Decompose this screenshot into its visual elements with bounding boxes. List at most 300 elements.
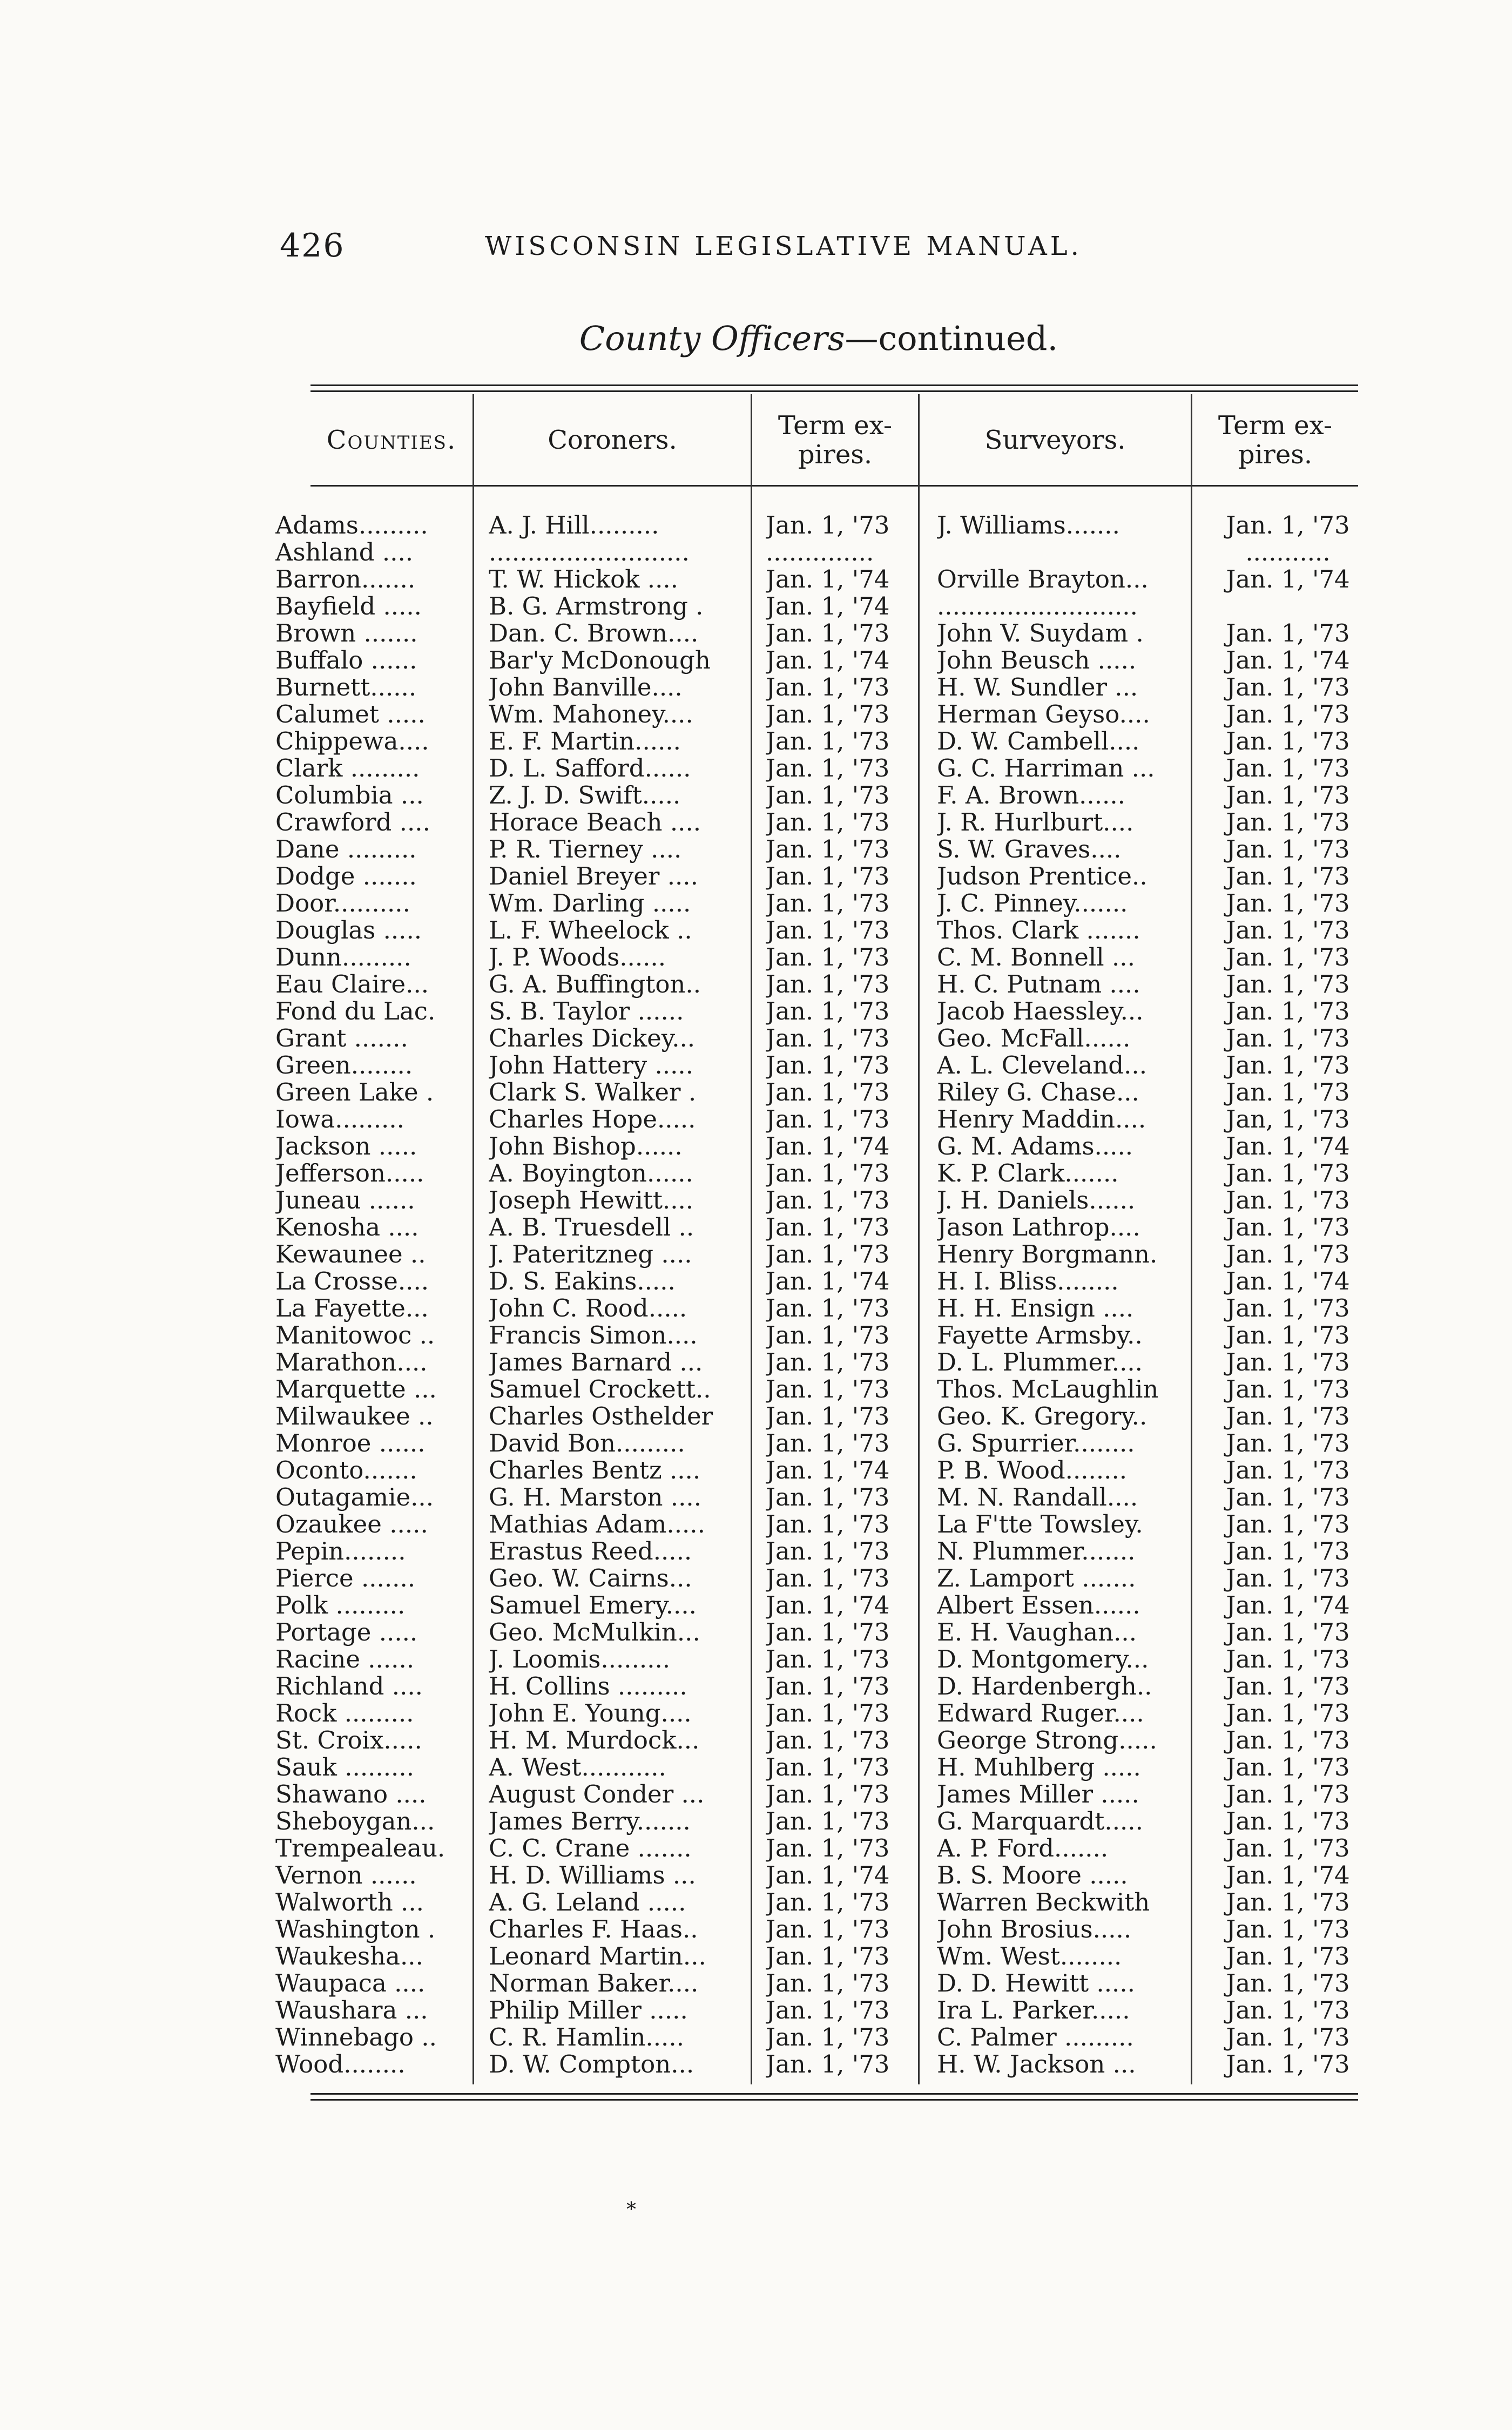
surveyor-term: Jan. 1, '73	[1226, 1646, 1350, 1673]
surveyor-term: Jan. 1, '73	[1226, 1889, 1350, 1916]
coroner-term: Jan. 1, '73	[766, 1295, 890, 1322]
surveyor-name: Henry Maddin....	[937, 1106, 1146, 1133]
coroner-name: A. B. Truesdell ..	[489, 1214, 694, 1241]
surveyor-name: H. I. Bliss........	[937, 1268, 1119, 1295]
table-row	[275, 1133, 1361, 1160]
section-title-italic: County Officers	[579, 319, 845, 358]
surveyor-term: Jan. 1, '74	[1226, 647, 1350, 674]
county-name: Portage .....	[275, 1619, 418, 1646]
table-row	[275, 1646, 1361, 1673]
running-head: WISCONSIN LEGISLATIVE MANUAL.	[485, 231, 1082, 261]
coroner-name: Francis Simon....	[489, 1322, 698, 1349]
surveyor-term: Jan. 1, '73	[1226, 1916, 1350, 1943]
table-row	[275, 1349, 1361, 1376]
surveyor-name: Edward Ruger....	[937, 1700, 1144, 1727]
surveyor-term: Jan. 1, '73	[1226, 1727, 1350, 1754]
table-row	[275, 728, 1361, 755]
table-row	[275, 1754, 1361, 1781]
surveyor-term: Jan. 1, '73	[1226, 620, 1350, 647]
table-row	[275, 1052, 1361, 1079]
surveyor-name: J. C. Pinney.......	[937, 890, 1128, 917]
coroner-name: James Barnard ...	[489, 1349, 703, 1376]
surveyor-term: Jan. 1, '73	[1226, 1808, 1350, 1835]
county-name: Washington .	[275, 1916, 436, 1943]
coroner-name: Leonard Martin...	[489, 1943, 706, 1970]
coroner-term: Jan. 1, '74	[766, 566, 890, 593]
coroner-term: Jan. 1, '73	[766, 1673, 890, 1700]
coroner-term: Jan. 1, '73	[766, 1160, 890, 1187]
coroner-term: Jan. 1, '73	[766, 1943, 890, 1970]
coroner-term: Jan. 1, '73	[766, 1187, 890, 1214]
surveyor-name: S. W. Graves....	[937, 836, 1122, 863]
surveyor-term: Jan. 1, '73	[1226, 701, 1350, 728]
coroner-term: Jan. 1, '73	[766, 1052, 890, 1079]
coroner-term: Jan. 1, '73	[766, 620, 890, 647]
surveyor-term: Jan. 1, '73	[1226, 971, 1350, 998]
surveyor-term: Jan. 1, '73	[1226, 755, 1350, 782]
coroner-term: Jan. 1, '73	[766, 1511, 890, 1538]
coroner-name: P. R. Tierney ....	[489, 836, 682, 863]
coroner-name: Samuel Crockett..	[489, 1376, 711, 1403]
county-name: Eau Claire...	[275, 971, 429, 998]
surveyor-term: Jan. 1, '73	[1226, 1214, 1350, 1241]
coroner-name: J. Pateritzneg ....	[489, 1241, 692, 1268]
table-row	[275, 971, 1361, 998]
surveyor-name: Orville Brayton...	[937, 566, 1149, 593]
surveyor-name: Z. Lamport .......	[937, 1565, 1136, 1592]
county-name: Kewaunee ..	[275, 1241, 426, 1268]
county-name: Fond du Lac.	[275, 998, 436, 1025]
county-name: Dunn.........	[275, 944, 411, 971]
coroner-term: Jan. 1, '73	[766, 728, 890, 755]
coroner-name: T. W. Hickok ....	[489, 566, 678, 593]
section-title	[280, 319, 1358, 358]
table-row	[275, 1268, 1361, 1295]
coroner-name: Erastus Reed.....	[489, 1538, 692, 1565]
coroner-name: Geo. W. Cairns...	[489, 1565, 692, 1592]
column-header-counties: Counties.	[326, 425, 457, 455]
surveyor-term: Jan. 1, '74	[1226, 566, 1350, 593]
surveyor-term: Jan. 1, '73	[1226, 1835, 1350, 1862]
table-row	[275, 1187, 1361, 1214]
surveyor-name: D. D. Hewitt .....	[937, 1970, 1135, 1997]
surveyor-term: Jan. 1, '73	[1226, 890, 1350, 917]
coroner-name: C. R. Hamlin.....	[489, 2024, 684, 2051]
coroner-term: Jan. 1, '73	[766, 782, 890, 809]
surveyor-name: G. Spurrier........	[937, 1430, 1135, 1457]
county-name: Wood........	[275, 2051, 406, 2078]
county-name: Waupaca ....	[275, 1970, 426, 1997]
surveyor-name: ..........................	[937, 593, 1138, 620]
coroner-term: Jan. 1, '73	[766, 1538, 890, 1565]
table-row	[275, 1673, 1361, 1700]
surveyor-term: Jan. 1, '73	[1226, 1025, 1350, 1052]
surveyor-name: P. B. Wood........	[937, 1457, 1128, 1484]
coroner-name: Clark S. Walker .	[489, 1079, 697, 1106]
table-row	[275, 674, 1361, 701]
county-name: Green........	[275, 1052, 413, 1079]
table-row	[275, 998, 1361, 1025]
county-name: Ashland ....	[275, 539, 414, 566]
coroner-name: John Hattery .....	[489, 1052, 694, 1079]
coroner-name: Geo. McMulkin...	[489, 1619, 700, 1646]
coroner-name: August Conder ...	[489, 1781, 705, 1808]
county-name: Calumet .....	[275, 701, 426, 728]
surveyor-name: J. R. Hurlburt....	[937, 809, 1134, 836]
coroner-term: Jan. 1, '73	[766, 1646, 890, 1673]
county-name: Sauk .........	[275, 1754, 414, 1781]
coroner-name: A. J. Hill.........	[489, 512, 659, 539]
coroner-name: John E. Young....	[489, 1700, 692, 1727]
surveyor-name: Wm. West........	[937, 1943, 1122, 1970]
top-double-rule	[310, 384, 1358, 392]
coroner-term: Jan. 1, '73	[766, 1403, 890, 1430]
surveyor-term: Jan, 1, '73	[1226, 1106, 1350, 1133]
surveyor-name: Warren Beckwith	[937, 1889, 1150, 1916]
table-row	[275, 1241, 1361, 1268]
table-row	[275, 890, 1361, 917]
coroner-term: Jan. 1, '73	[766, 1079, 890, 1106]
table-row	[275, 566, 1361, 593]
table-row	[275, 1916, 1361, 1943]
surveyor-name: Thos. Clark .......	[937, 917, 1140, 944]
table-row	[275, 1862, 1361, 1889]
surveyor-term: Jan. 1, '73	[1226, 782, 1350, 809]
surveyor-name: Jacob Haessley...	[937, 998, 1144, 1025]
surveyor-name: E. H. Vaughan...	[937, 1619, 1137, 1646]
table-row	[275, 1457, 1361, 1484]
county-name: Waukesha...	[275, 1943, 423, 1970]
coroner-term: ..............	[766, 539, 874, 566]
table-row	[275, 539, 1361, 566]
coroner-name: John Bishop......	[489, 1133, 683, 1160]
surveyor-name: A. P. Ford.......	[937, 1835, 1109, 1862]
coroner-term: Jan. 1, '73	[766, 1700, 890, 1727]
county-name: Walworth ...	[275, 1889, 424, 1916]
coroner-name: Daniel Breyer ....	[489, 863, 698, 890]
surveyor-term: Jan. 1, '73	[1226, 728, 1350, 755]
county-name: Outagamie...	[275, 1484, 434, 1511]
header-rule	[310, 485, 1358, 487]
table-row	[275, 1538, 1361, 1565]
coroner-term: Jan. 1, '73	[766, 1214, 890, 1241]
county-name: La Crosse....	[275, 1268, 429, 1295]
table-row	[275, 1376, 1361, 1403]
county-name: Green Lake .	[275, 1079, 434, 1106]
coroner-term: Jan. 1, '73	[766, 2051, 890, 2078]
table-row	[275, 512, 1361, 539]
surveyor-term: Jan. 1, '73	[1226, 1673, 1350, 1700]
surveyor-term: Jan. 1, '73	[1226, 863, 1350, 890]
table-row	[275, 1727, 1361, 1754]
coroner-term: Jan. 1, '73	[766, 674, 890, 701]
surveyor-name: Ira L. Parker.....	[937, 1997, 1130, 2024]
table-row	[275, 1106, 1361, 1133]
coroner-name: A. West...........	[489, 1754, 666, 1781]
coroner-term: Jan. 1, '73	[766, 1322, 890, 1349]
county-name: Juneau ......	[275, 1187, 415, 1214]
county-name: Manitowoc ..	[275, 1322, 435, 1349]
surveyor-term: Jan. 1, '73	[1226, 1700, 1350, 1727]
coroner-term: Jan. 1, '73	[766, 1025, 890, 1052]
table-row	[275, 1295, 1361, 1322]
surveyor-name: B. S. Moore .....	[937, 1862, 1128, 1889]
coroner-name: H. M. Murdock...	[489, 1727, 700, 1754]
coroner-term: Jan. 1, '73	[766, 863, 890, 890]
surveyor-name: Geo. K. Gregory..	[937, 1403, 1148, 1430]
county-name: Winnebago ..	[275, 2024, 437, 2051]
table-row	[275, 755, 1361, 782]
coroner-name: D. L. Safford......	[489, 755, 691, 782]
coroner-term: Jan. 1, '74	[766, 1457, 890, 1484]
coroner-term: Jan. 1, '73	[766, 1619, 890, 1646]
surveyor-name: John Brosius.....	[937, 1916, 1132, 1943]
coroner-term: Jan. 1, '73	[766, 755, 890, 782]
table-row	[275, 1781, 1361, 1808]
table-row	[275, 1025, 1361, 1052]
surveyor-name: La F'tte Towsley.	[937, 1511, 1143, 1538]
surveyor-name: C. Palmer .........	[937, 2024, 1134, 2051]
county-name: Douglas .....	[275, 917, 422, 944]
table-row	[275, 1619, 1361, 1646]
table-row	[275, 1700, 1361, 1727]
coroner-name: E. F. Martin......	[489, 728, 681, 755]
coroner-name: David Bon.........	[489, 1430, 685, 1457]
coroner-term: Jan. 1, '73	[766, 1808, 890, 1835]
table-row	[275, 836, 1361, 863]
table-row	[275, 701, 1361, 728]
county-name: Bayfield .....	[275, 593, 422, 620]
surveyor-name: D. Montgomery...	[937, 1646, 1149, 1673]
county-name: Dane .........	[275, 836, 417, 863]
coroner-name: Wm. Mahoney....	[489, 701, 693, 728]
surveyor-term: Jan. 1, '73	[1226, 1484, 1350, 1511]
coroner-term: Jan. 1, '73	[766, 1997, 890, 2024]
surveyor-term: Jan. 1, '73	[1226, 1079, 1350, 1106]
coroner-term: Jan. 1, '73	[766, 971, 890, 998]
county-name: Rock .........	[275, 1700, 414, 1727]
surveyor-term: Jan. 1, '73	[1226, 2051, 1350, 2078]
table-row	[275, 620, 1361, 647]
county-name: Grant .......	[275, 1025, 408, 1052]
surveyor-name: H. C. Putnam ....	[937, 971, 1140, 998]
surveyor-term: Jan. 1, '73	[1226, 1457, 1350, 1484]
county-name: Monroe ......	[275, 1430, 426, 1457]
table-row	[275, 1889, 1361, 1916]
coroner-name: G. A. Buffington..	[489, 971, 701, 998]
county-name: Jefferson.....	[275, 1160, 424, 1187]
surveyor-name: D. W. Cambell....	[937, 728, 1140, 755]
coroner-name: C. C. Crane .......	[489, 1835, 692, 1862]
coroner-term: Jan. 1, '73	[766, 1430, 890, 1457]
county-name: Burnett......	[275, 674, 417, 701]
surveyor-term: Jan. 1, '73	[1226, 674, 1350, 701]
coroner-name: Charles F. Haas..	[489, 1916, 698, 1943]
surveyor-term: Jan. 1, '74	[1226, 1133, 1350, 1160]
coroner-term: Jan. 1, '73	[766, 2024, 890, 2051]
table-row	[275, 809, 1361, 836]
surveyor-term: Jan. 1, '73	[1226, 809, 1350, 836]
section-title-rest: —continued.	[845, 319, 1058, 358]
county-name: Brown .......	[275, 620, 418, 647]
surveyor-name: D. L. Plummer....	[937, 1349, 1143, 1376]
surveyor-term: Jan. 1, '73	[1226, 1187, 1350, 1214]
coroner-name: A. Boyington......	[489, 1160, 693, 1187]
surveyor-term: Jan. 1, '73	[1226, 1511, 1350, 1538]
coroner-term: Jan. 1, '73	[766, 1889, 890, 1916]
county-name: La Fayette...	[275, 1295, 429, 1322]
surveyor-name: K. P. Clark.......	[937, 1160, 1119, 1187]
surveyor-name: H. W. Jackson ...	[937, 2051, 1136, 2078]
column-header-coroners: Coroners.	[548, 425, 677, 455]
surveyor-term: Jan. 1, '73	[1226, 1322, 1350, 1349]
coroner-term: Jan. 1, '74	[766, 1862, 890, 1889]
coroner-name: Bar'y McDonough	[489, 647, 711, 674]
coroner-term: Jan. 1, '74	[766, 593, 890, 620]
coroner-term: Jan. 1, '73	[766, 1565, 890, 1592]
table-row	[275, 1484, 1361, 1511]
table-row	[275, 1565, 1361, 1592]
county-name: Marquette ...	[275, 1376, 437, 1403]
surveyor-term: Jan. 1, '73	[1226, 1997, 1350, 2024]
county-name: St. Croix.....	[275, 1727, 422, 1754]
county-name: Trempealeau.	[275, 1835, 446, 1862]
coroner-term: Jan. 1, '73	[766, 917, 890, 944]
table-row	[275, 782, 1361, 809]
surveyor-term: Jan. 1, '73	[1226, 944, 1350, 971]
county-name: Waushara ...	[275, 1997, 428, 2024]
table-row	[275, 1160, 1361, 1187]
coroner-name: H. Collins .........	[489, 1673, 687, 1700]
county-name: Door..........	[275, 890, 410, 917]
coroner-name: Mathias Adam.....	[489, 1511, 705, 1538]
column-header-surveyor-term: Term ex- pires.	[1218, 410, 1333, 470]
coroner-name: Wm. Darling .....	[489, 890, 691, 917]
coroner-name: G. H. Marston ....	[489, 1484, 701, 1511]
table-row	[275, 1997, 1361, 2024]
coroner-name: Joseph Hewitt....	[489, 1187, 694, 1214]
surveyor-term: Jan. 1, '73	[1226, 1376, 1350, 1403]
table-row	[275, 944, 1361, 971]
coroner-term: Jan. 1, '73	[766, 890, 890, 917]
coroner-term: Jan. 1, '73	[766, 998, 890, 1025]
coroner-name: Z. J. D. Swift.....	[489, 782, 681, 809]
surveyor-name: James Miller .....	[937, 1781, 1139, 1808]
coroner-name: Charles Hope.....	[489, 1106, 696, 1133]
county-name: Columbia ...	[275, 782, 424, 809]
table-row	[275, 1943, 1361, 1970]
county-name: Pierce .......	[275, 1565, 416, 1592]
coroner-name: B. G. Armstrong .	[489, 593, 704, 620]
county-name: Vernon ......	[275, 1862, 417, 1889]
surveyor-name: Herman Geyso....	[937, 701, 1150, 728]
coroner-name: James Berry.......	[489, 1808, 691, 1835]
surveyor-term: Jan. 1, '73	[1226, 1781, 1350, 1808]
county-name: Richland ....	[275, 1673, 423, 1700]
surveyor-term: Jan. 1, '74	[1226, 1268, 1350, 1295]
county-name: Adams.........	[275, 512, 428, 539]
surveyor-name: C. M. Bonnell ...	[937, 944, 1135, 971]
coroner-term: Jan. 1, '73	[766, 944, 890, 971]
surveyor-name: Geo. McFall......	[937, 1025, 1131, 1052]
county-name: Iowa.........	[275, 1106, 404, 1133]
county-name: Shawano ....	[275, 1781, 427, 1808]
surveyor-term: Jan. 1, '73	[1226, 1403, 1350, 1430]
table-row	[275, 1430, 1361, 1457]
table-row	[275, 1592, 1361, 1619]
surveyor-name: Judson Prentice..	[937, 863, 1148, 890]
surveyor-term: Jan. 1, '73	[1226, 1160, 1350, 1187]
coroner-term: Jan. 1, '73	[766, 1835, 890, 1862]
county-officers-table	[275, 512, 1361, 2078]
page-number: 426	[280, 227, 345, 265]
coroner-term: Jan. 1, '73	[766, 1781, 890, 1808]
surveyor-name: J. Williams.......	[937, 512, 1120, 539]
coroner-name: Samuel Emery....	[489, 1592, 697, 1619]
coroner-term: Jan. 1, '73	[766, 1484, 890, 1511]
coroner-term: Jan. 1, '73	[766, 809, 890, 836]
surveyor-name: F. A. Brown......	[937, 782, 1125, 809]
county-name: Buffalo ......	[275, 647, 417, 674]
surveyor-term: Jan. 1, '73	[1226, 1565, 1350, 1592]
table-row	[275, 1511, 1361, 1538]
surveyor-term: Jan. 1, '74	[1226, 1592, 1350, 1619]
coroner-term: Jan. 1, '73	[766, 1916, 890, 1943]
county-name: Chippewa....	[275, 728, 429, 755]
coroner-name: S. B. Taylor ......	[489, 998, 684, 1025]
coroner-term: Jan. 1, '73	[766, 1727, 890, 1754]
coroner-name: Philip Miller .....	[489, 1997, 688, 2024]
coroner-term: Jan. 1, '73	[766, 1970, 890, 1997]
coroner-name: J. P. Woods......	[489, 944, 666, 971]
surveyor-term: Jan. 1, '73	[1226, 1430, 1350, 1457]
surveyor-term: Jan. 1, '73	[1226, 1619, 1350, 1646]
surveyor-name: H. W. Sundler ...	[937, 674, 1138, 701]
coroner-term: Jan. 1, '74	[766, 1592, 890, 1619]
surveyor-term: Jan. 1, '73	[1226, 1943, 1350, 1970]
surveyor-name: M. N. Randall....	[937, 1484, 1138, 1511]
county-name: Marathon....	[275, 1349, 428, 1376]
surveyor-term: Jan. 1, '73	[1226, 1241, 1350, 1268]
surveyor-name: N. Plummer.......	[937, 1538, 1136, 1565]
surveyor-name: Fayette Armsby..	[937, 1322, 1143, 1349]
county-name: Pepin........	[275, 1538, 406, 1565]
coroner-term: Jan. 1, '73	[766, 1376, 890, 1403]
coroner-name: Charles Bentz ....	[489, 1457, 701, 1484]
surveyor-name: G. Marquardt.....	[937, 1808, 1143, 1835]
table-row	[275, 593, 1361, 620]
coroner-term: Jan. 1, '73	[766, 1754, 890, 1781]
county-name: Jackson .....	[275, 1133, 417, 1160]
table-row	[275, 1835, 1361, 1862]
table-row	[275, 917, 1361, 944]
county-name: Clark .........	[275, 755, 420, 782]
surveyor-term: Jan. 1, '73	[1226, 1970, 1350, 1997]
surveyor-name: H. H. Ensign ....	[937, 1295, 1134, 1322]
surveyor-term: Jan. 1, '73	[1226, 512, 1350, 539]
surveyor-name: John Beusch .....	[937, 647, 1137, 674]
surveyor-name: Henry Borgmann.	[937, 1241, 1158, 1268]
coroner-name: D. S. Eakins.....	[489, 1268, 676, 1295]
surveyor-term: Jan. 1, '73	[1226, 1349, 1350, 1376]
county-name: Dodge .......	[275, 863, 417, 890]
table-row	[275, 863, 1361, 890]
table-row	[275, 2051, 1361, 2078]
table-row	[275, 1214, 1361, 1241]
coroner-name: Charles Dickey...	[489, 1025, 696, 1052]
county-name: Barron.......	[275, 566, 416, 593]
coroner-name: D. W. Compton...	[489, 2051, 694, 2078]
